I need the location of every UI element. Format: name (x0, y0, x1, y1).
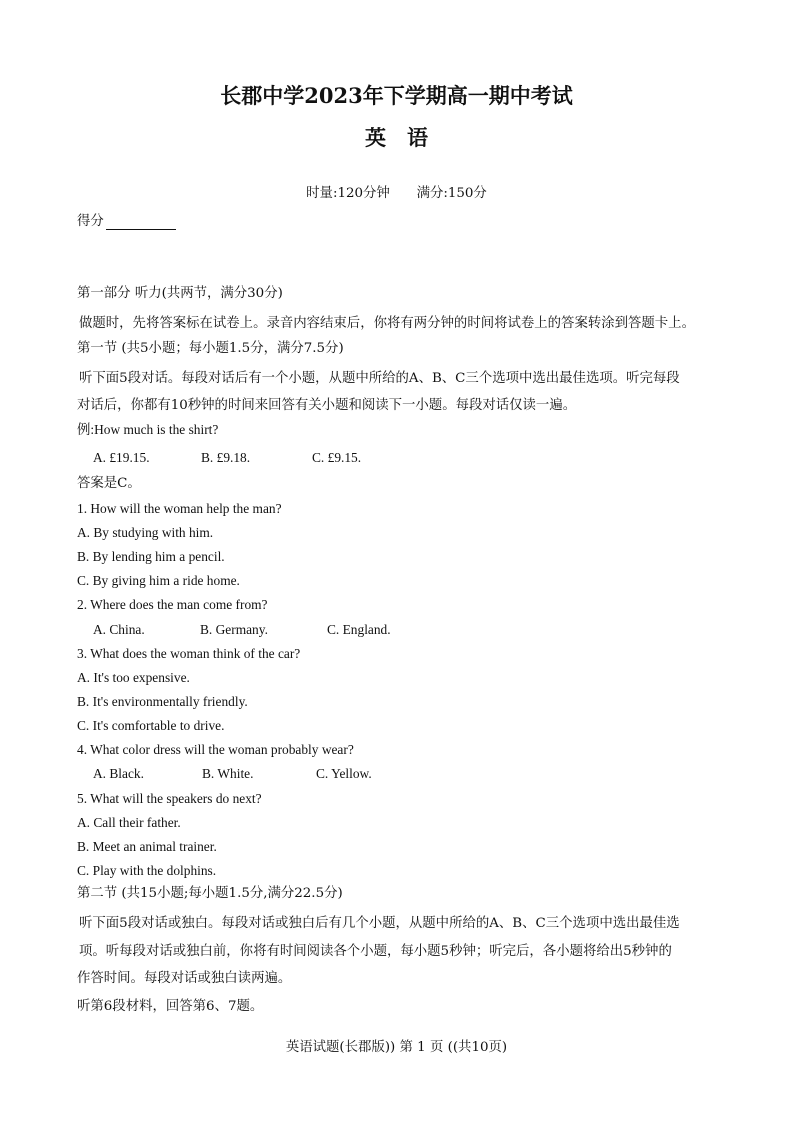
question-5-option-b: B. Meet an animal trainer. (77, 839, 217, 854)
material-6-heading: 听第6段材料，回答第6、7题。 (77, 999, 264, 1014)
question-1-option-c: C. By giving him a ride home. (77, 573, 240, 588)
section1-instruction-line1: 听下面5段对话。每段对话后有一个小题，从题中所给的A、B、C三个选项中选出最佳选项。听完每段 (79, 371, 680, 386)
question-4-option-b: B. White. (202, 766, 254, 781)
question-2-option-b: B. Germany. (200, 622, 268, 637)
section2-heading: 第二节 (共15小题;每小题1.5分,满分22.5分) (77, 886, 343, 901)
question-1-option-a: A. By studying with him. (77, 525, 214, 540)
example-question: 例:How much is the shirt? (77, 422, 219, 437)
section2-instruction-line2: 项。听每段对话或独白前，你将有时间阅读各个小题，每小题5秒钟；听完后，各小题将给出5秒钟的 (79, 944, 672, 959)
question-3: 3. What does the woman think of the car? (77, 646, 301, 661)
question-5-option-a: A. Call their father. (77, 815, 181, 830)
part1-heading: 第一部分 听力(共两节，满分30分) (77, 286, 283, 301)
question-1-option-b: B. By lending him a pencil. (77, 549, 225, 564)
example-option-b: B. £9.18. (201, 450, 251, 465)
score-line (77, 214, 176, 230)
question-2-option-a: A. China. (93, 622, 145, 637)
question-4-option-a: A. Black. (93, 766, 144, 781)
section2-instruction-line3: 作答时间。每段对话或独白读两遍。 (77, 971, 292, 986)
example-option-c: C. £9.15. (312, 450, 362, 465)
question-3-option-c: C. It's comfortable to drive. (77, 718, 225, 733)
example-option-a: A. £19.15. (93, 450, 150, 465)
part1-instruction: 做题时，先将答案标在试卷上。录音内容结束后，你将有两分钟的时间将试卷上的答案转涂到答题卡上。 (79, 316, 695, 331)
subject-title: 英 语 (365, 125, 428, 150)
question-5-option-c: C. Play with the dolphins. (77, 863, 217, 878)
question-5: 5. What will the speakers do next? (77, 791, 262, 806)
question-3-option-a: A. It's too expensive. (77, 670, 190, 685)
score-blank (106, 215, 176, 230)
example-answer: 答案是C。 (77, 476, 141, 491)
question-4-option-c: C. Yellow. (316, 766, 372, 781)
exam-title: 长郡中学2023年下学期高一期中考试 (220, 83, 573, 108)
question-1: 1. How will the woman help the man? (77, 501, 282, 516)
section1-heading: 第一节 (共5小题；每小题1.5分，满分7.5分) (77, 341, 344, 356)
page-footer: 英语试题(长郡版)) 第 1 页 ((共10页) (285, 1040, 508, 1055)
score-label: 得分 (77, 214, 104, 229)
question-2-option-c: C. England. (327, 622, 391, 637)
question-2: 2. Where does the man come from? (77, 597, 268, 612)
question-3-option-b: B. It's environmentally friendly. (77, 694, 248, 709)
question-4: 4. What color dress will the woman probably wear? (77, 742, 354, 757)
section1-instruction-line2: 对话后，你都有10秒钟的时间来回答有关小题和阅读下一小题。每段对话仅读一遍。 (77, 398, 577, 413)
section2-instruction-line1: 听下面5段对话或独白。每段对话或独白后有几个小题，从题中所给的A、B、C三个选项中选出最佳选 (79, 916, 680, 931)
time-score-info: 时量:120分钟 满分:150分 (306, 186, 487, 201)
